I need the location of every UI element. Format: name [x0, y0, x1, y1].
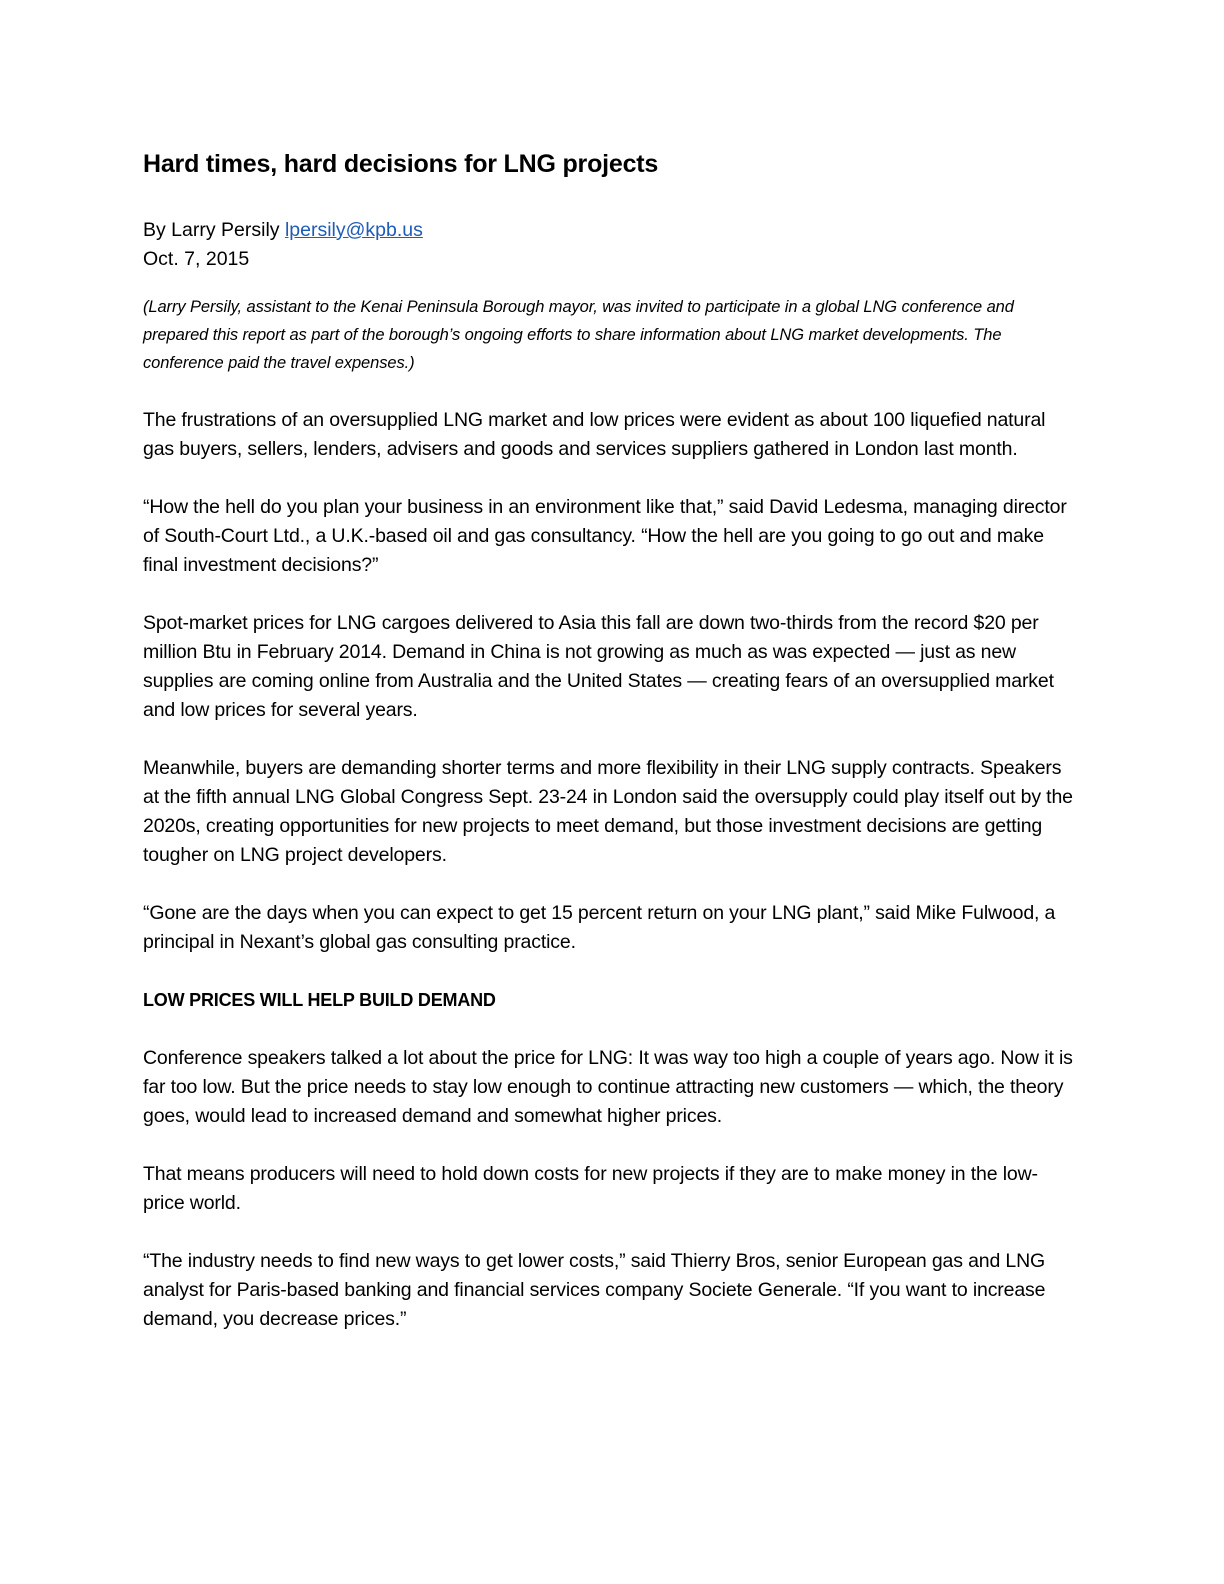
- section-paragraph-3: “The industry needs to find new ways to get lower costs,” said Thierry Bros, senior European gas and LNG analyst for Paris-based banking and financial services company Societe Generale. “If you want to increase demand, you decrease prices.”: [143, 1250, 1046, 1330]
- article-title: Hard times, hard decisions for LNG projects: [143, 150, 659, 178]
- paragraph-1: The frustrations of an oversupplied LNG market and low prices were evident as about 100 liquefied natural gas buyers, sellers, lenders, advisers and goods and services suppliers gathered in London last month.: [143, 409, 1046, 460]
- section-paragraph-1: Conference speakers talked a lot about the price for LNG: It was way too high a couple of years ago. Now it is far too low. But the price needs to stay low enough to continue attracting new customers — which, the theory goes, would lead to increased demand and somewhat higher prices.: [143, 1047, 1073, 1127]
- paragraph-2: “How the hell do you plan your business in an environment like that,” said David Ledesma, managing director of South-Court Ltd., a U.K.-based oil and gas consultancy. “How the hell are you going to go out and make final investment decisions?”: [143, 496, 1067, 576]
- document-page: [143, 148, 1073, 1334]
- paragraph-4: Meanwhile, buyers are demanding shorter terms and more flexibility in their LNG supply contracts. Speakers at the fifth annual LNG Global Congress Sept. 23-24 in London said the oversupply could play itself out by the 2020s, creating opportunities for new projects to meet demand, but those investment decisions are getting tougher on LNG project developers.: [143, 757, 1073, 866]
- author-email-link[interactable]: lpersily@kpb.us: [284, 219, 423, 241]
- author-name: By Larry Persily: [143, 219, 285, 241]
- paragraph-3: Spot-market prices for LNG cargoes delivered to Asia this fall are down two-thirds from the record $20 per million Btu in February 2014. Demand in China is not growing as much as was expected — just as new supplies are coming online from Australia and the United States — creating fears of an oversupplied market and low prices for several years.: [143, 612, 1054, 721]
- editor-note: (Larry Persily, assistant to the Kenai Peninsula Borough mayor, was invited to participate in a global LNG conference and prepared this report as part of the borough’s ongoing efforts to share information about LNG market developments. The conference paid the travel expenses.): [143, 298, 1014, 372]
- article-date: Oct. 7, 2015: [143, 248, 250, 270]
- paragraph-5: “Gone are the days when you can expect to get 15 percent return on your LNG plant,” said Mike Fulwood, a principal in Nexant’s global gas consulting practice.: [143, 902, 1056, 953]
- section-paragraph-2: That means producers will need to hold down costs for new projects if they are to make money in the low-price world.: [143, 1163, 1038, 1214]
- section-heading: LOW PRICES WILL HELP BUILD DEMAND: [143, 990, 496, 1010]
- byline: [143, 216, 1073, 245]
